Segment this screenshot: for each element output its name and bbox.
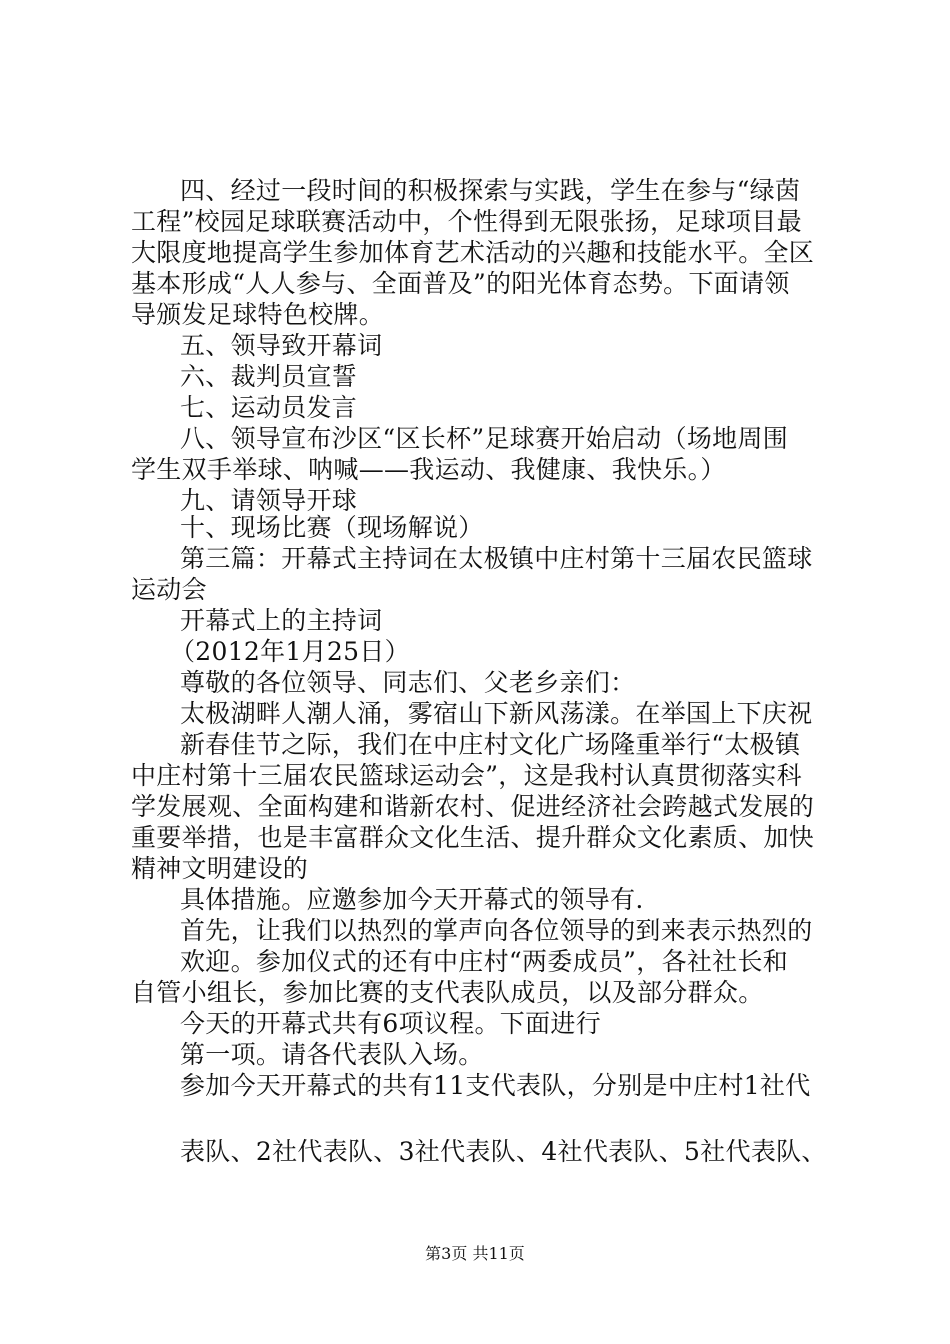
page-number-footer: 第3页 共11页 — [425, 1244, 525, 1263]
text-line: 表队、2社代表队、3社代表队、4社代表队、5社代表队、 — [180, 1137, 827, 1166]
section-heading: 第三篇：开幕式主持词在太极镇中庄村第十三届农民篮球 — [180, 544, 813, 573]
text-line: 八、领导宣布沙区“区长杯”足球赛开始启动（场地周围 — [180, 424, 789, 453]
text-line: 基本形成“人人参与、全面普及”的阳光体育态势。下面请领 — [131, 269, 790, 298]
text-line: 学生双手举球、呐喊——我运动、我健康、我快乐。） — [131, 455, 726, 484]
text-line: 太极湖畔人潮人涌，雾宿山下新风荡漾。在举国上下庆祝 — [180, 699, 813, 728]
text-line: 十、现场比赛（现场解说） — [180, 513, 484, 542]
text-line: 参加今天开幕式的共有11支代表队，分别是中庄村1社代 — [180, 1071, 811, 1100]
section-heading: 运动会 — [131, 575, 207, 604]
text-line: 重要举措，也是丰富群众文化生活、提升群众文化素质、加快 — [131, 823, 815, 852]
text-line: 四、经过一段时间的积极探索与实践，学生在参与“绿茵 — [180, 176, 801, 205]
text-line: 尊敬的各位领导、同志们、父老乡亲们： — [180, 668, 636, 697]
text-line: 导颁发足球特色校牌。 — [131, 300, 385, 329]
text-line: 今天的开幕式共有6项议程。下面进行 — [180, 1009, 602, 1038]
text-line: 精神文明建设的 — [131, 854, 309, 883]
date-line: （2012年1月25日） — [170, 637, 410, 666]
text-line: 七、运动员发言 — [180, 393, 358, 422]
text-line: 具体措施。应邀参加今天开幕式的领导有. — [180, 885, 644, 914]
text-line: 中庄村第十三届农民篮球运动会”，这是我村认真贯彻落实科 — [131, 761, 802, 790]
text-line: 首先，让我们以热烈的掌声向各位领导的到来表示热烈的 — [180, 916, 813, 945]
text-line: 九、请领导开球 — [180, 486, 358, 515]
text-line: 新春佳节之际，我们在中庄村文化广场隆重举行“太极镇 — [180, 730, 801, 759]
text-line: 自管小组长，参加比赛的支代表队成员，以及部分群众。 — [131, 978, 764, 1007]
text-line: 开幕式上的主持词 — [180, 606, 383, 635]
text-line: 学发展观、全面构建和谐新农村、促进经济社会跨越式发展的 — [131, 792, 815, 821]
text-line: 工程”校园足球联赛活动中，个性得到无限张扬，足球项目最 — [131, 207, 802, 236]
text-line: 大限度地提高学生参加体育艺术活动的兴趣和技能水平。全区 — [131, 238, 815, 267]
text-line: 欢迎。参加仪式的还有中庄村“两委成员”，各社社长和 — [180, 947, 789, 976]
text-line: 六、裁判员宣誓 — [180, 362, 358, 391]
text-line: 五、领导致开幕词 — [180, 331, 383, 360]
text-line: 第一项。请各代表队入场。 — [180, 1040, 484, 1069]
